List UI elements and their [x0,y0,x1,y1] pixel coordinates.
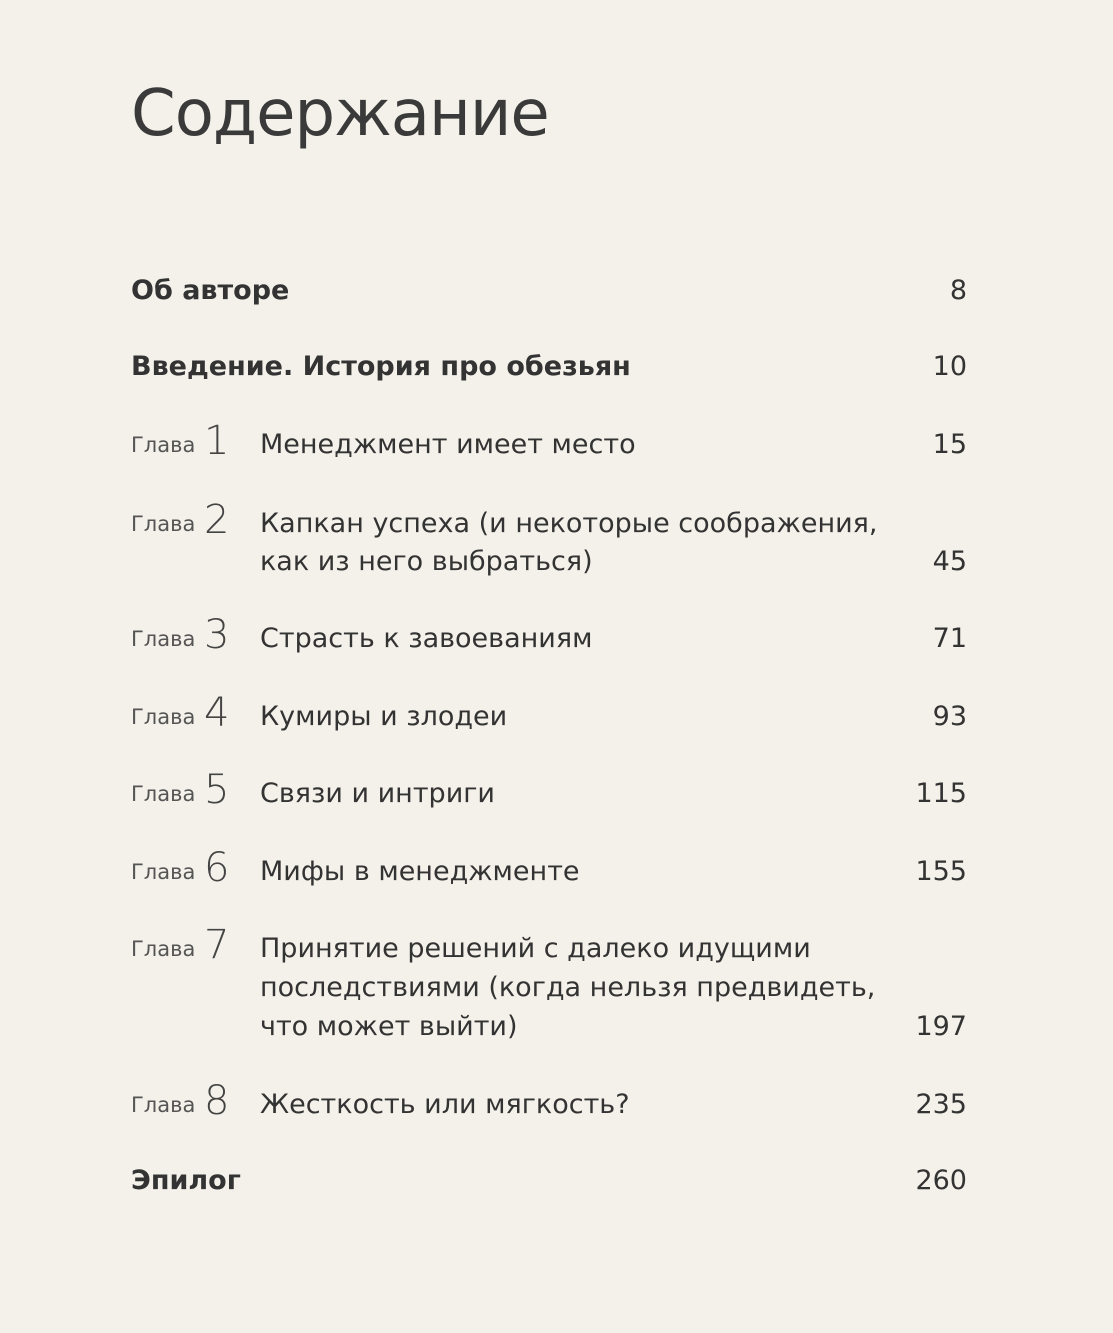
entry-page: 15 [932,429,967,460]
entry-page: 93 [932,701,967,732]
entry-title-line: Капкан успеха (и некоторые соображения, [260,508,878,539]
chapter-label: Глава [131,705,196,729]
entry-title-line: Мифы в менеджменте [260,856,580,887]
entry-title-line: Принятие решений с далеко идущими [260,933,811,964]
entry-title: Введение. История про обезьян [131,351,631,382]
chapter-label: Глава [131,1093,196,1117]
entry-title: Об авторе [131,275,290,306]
entry-title-line: Страсть к завоеваниям [260,623,593,654]
chapter-label: Глава [131,433,196,457]
chapter-number: 3 [204,612,230,658]
entry-page: 260 [915,1165,967,1196]
entry-page: 45 [932,546,967,577]
chapter-label: Глава [131,782,196,806]
entry-page: 8 [949,275,967,306]
entry-title-line: Связи и интриги [260,778,495,809]
entry-page: 115 [915,778,967,809]
chapter-number: 7 [204,922,230,968]
chapter-number: 8 [204,1078,230,1124]
chapter-number: 2 [204,497,230,543]
entry-page: 10 [932,351,967,382]
chapter-label: Глава [131,627,196,651]
entry-page: 71 [932,623,967,654]
entry-page: 197 [915,1011,967,1042]
chapter-number: 6 [204,845,230,891]
entry-title: Эпилог [131,1165,241,1196]
chapter-label: Глава [131,512,196,536]
entry-title-line: как из него выбраться) [260,546,593,577]
page-title: Содержание [131,77,549,151]
chapter-number: 1 [204,418,230,464]
chapter-number: 4 [204,690,230,736]
entry-title-line: Кумиры и злодеи [260,701,508,732]
chapter-label: Глава [131,860,196,884]
entry-title-line: последствиями (когда нельзя предвидеть, [260,972,876,1003]
entry-title-line: что может выйти) [260,1011,518,1042]
entry-title-line: Менеджмент имеет место [260,429,636,460]
entry-title-line: Жесткость или мягкость? [260,1089,630,1120]
chapter-number: 5 [204,767,230,813]
entry-page: 155 [915,856,967,887]
entry-page: 235 [915,1089,967,1120]
chapter-label: Глава [131,937,196,961]
